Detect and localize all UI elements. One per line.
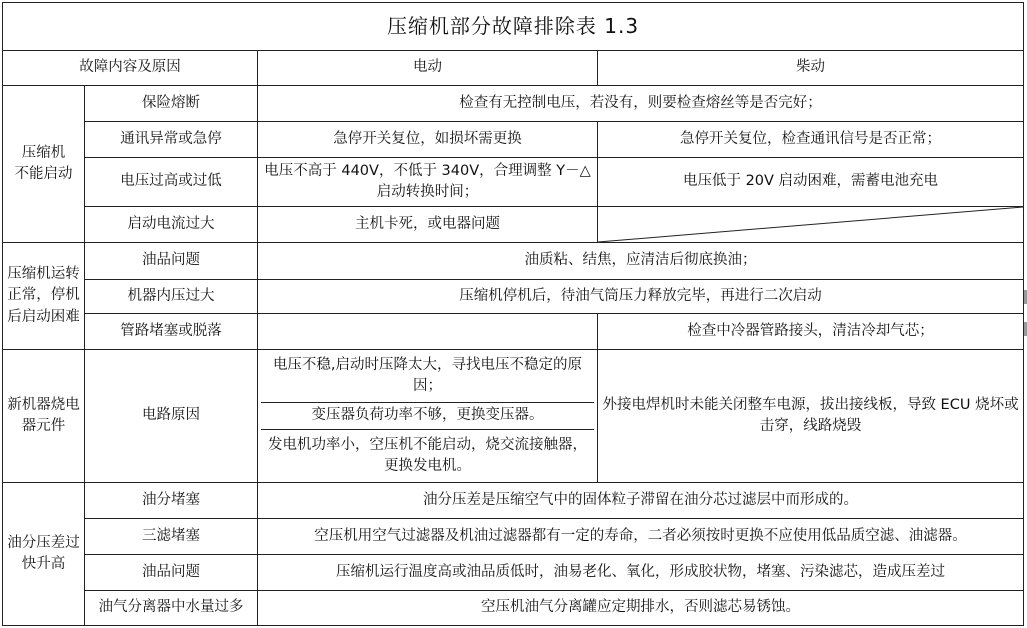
cause-cell: 三滤堵塞 xyxy=(85,519,258,555)
cause-cell: 通讯异常或急停 xyxy=(85,122,258,158)
header-electric: 电动 xyxy=(258,51,598,86)
solution-cell: 油分压差是压缩空气中的固体粒子滞留在油分芯过滤层中而形成的。 xyxy=(258,483,1024,519)
electric-sublist xyxy=(261,350,594,482)
list-item: 发电机功率小，空压机不能启动，烧交流接触器，更换发电机。 xyxy=(268,437,587,475)
solution-cell: 油质粘、结焦，应清洁后彻底换油； xyxy=(258,243,1024,280)
cause-cell: 机器内压过大 xyxy=(85,280,258,314)
electric-cell xyxy=(258,314,598,350)
solution-cell: 压缩机运行温度高或油品质低时，油易老化、氧化，形成胶状物，堵塞、污染滤芯，造成压差过 xyxy=(258,555,1024,591)
list-item: 电压不稳,启动时压降太大，寻找电压不稳定的原因； xyxy=(261,350,594,402)
cause-cell: 启动电流过大 xyxy=(85,207,258,243)
diesel-cell: 外接电焊机时未能关闭整车电源，拔出接线板，导致 ECU 烧坏或击穿，线路烧毁 xyxy=(598,350,1024,483)
cause-cell: 油气分离器中水量过多 xyxy=(85,591,258,626)
cause-cell: 保险熔断 xyxy=(85,86,258,122)
group-label: 油分压差过快升高 xyxy=(3,483,85,626)
group-label: 压缩机 不能启动 xyxy=(3,86,85,243)
cause-cell: 电路原因 xyxy=(85,350,258,483)
diagonal-line xyxy=(598,207,1023,242)
group-label: 新机器烧电器元件 xyxy=(3,350,85,483)
diesel-cell: 急停开关复位，检查通讯信号是否正常； xyxy=(598,122,1024,158)
header-diesel: 柴动 xyxy=(598,51,1024,86)
cause-cell: 油品问题 xyxy=(85,555,258,591)
electric-cell: 电压不高于 440V，不低于 340V，合理调整 Y－△启动转换时间； xyxy=(258,158,598,207)
cause-cell: 油品问题 xyxy=(85,243,258,280)
diesel-cell: 电压低于 20V 启动困难，需蓄电池充电 xyxy=(598,158,1024,207)
diesel-cell: 检查中冷器管路接头，清洁冷却气芯； xyxy=(598,314,1024,350)
cause-cell: 电压过高或过低 xyxy=(85,158,258,207)
list-item: 变压器负荷功率不够，更换变压器。 xyxy=(261,402,594,429)
header-fault: 故障内容及原因 xyxy=(3,51,258,86)
diagonal-empty-cell xyxy=(598,207,1024,243)
electric-cell xyxy=(258,350,598,483)
group-label: 压缩机运转正常，停机后启动困难 xyxy=(3,243,85,350)
solution-cell: 检查有无控制电压，若没有，则要检查熔丝等是否完好； xyxy=(258,86,1024,122)
solution-cell: 空压机油气分离罐应定期排水，否则滤芯易锈蚀。 xyxy=(258,591,1024,626)
fault-table xyxy=(2,2,1024,626)
cause-cell: 油分堵塞 xyxy=(85,483,258,519)
electric-cell: 急停开关复位，如损坏需更换 xyxy=(258,122,598,158)
cause-cell: 管路堵塞或脱落 xyxy=(85,314,258,350)
electric-cell: 主机卡死，或电器问题 xyxy=(258,207,598,243)
solution-cell: 压缩机停机后，待油气筒压力释放完毕，再进行二次启动 xyxy=(258,280,1024,314)
solution-cell: 空压机用空气过滤器及机油过滤器都有一定的寿命，二者必须按时更换不应使用低品质空滤、油滤器。 xyxy=(258,519,1024,555)
table-title: 压缩机部分故障排除表 1.3 xyxy=(3,3,1024,51)
